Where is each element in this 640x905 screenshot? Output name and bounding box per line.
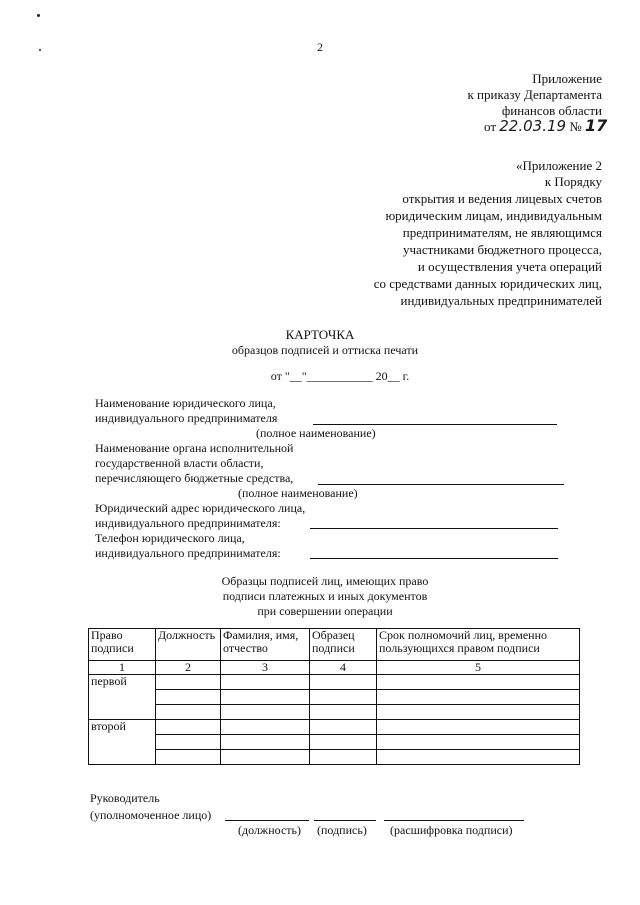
table-row: [89, 690, 580, 705]
table-cell: [377, 690, 580, 705]
table-cell: [221, 735, 310, 750]
field-authority-line: [318, 484, 564, 485]
table-cell: [377, 735, 580, 750]
appendix-line-1: Приложение: [532, 71, 602, 86]
field-address-label-1: Юридический адрес юридического лица,: [95, 501, 306, 515]
appendix2-line-7: и осуществления учета операций: [417, 259, 602, 274]
table-row: [89, 735, 580, 750]
field-address-label-2: индивидуального предпринимателя:: [95, 516, 281, 530]
samples-heading-1: Образцы подписей лиц, имеющих право: [221, 574, 429, 588]
handwritten-number: 17: [584, 116, 608, 135]
appendix-line-2: к приказу Департамента: [467, 87, 602, 102]
table-cell: [310, 720, 377, 735]
table-cell: [221, 675, 310, 690]
table-cell: [156, 690, 221, 705]
footer-caption-signature: (подпись): [317, 823, 367, 837]
footer-decoding-line: [384, 820, 524, 821]
header-cell: Фамилия, имя, отчество: [221, 629, 310, 661]
table-cell: [156, 705, 221, 720]
field-authority-caption: (полное наименование): [238, 486, 358, 500]
number-label: №: [569, 119, 582, 134]
field-authority-label-2: государственной власти области,: [95, 456, 264, 470]
field-phone-line: [310, 558, 558, 559]
field-phone-label-2: индивидуального предпринимателя:: [95, 546, 281, 560]
footer-authorized-label: (уполномоченное лицо): [90, 808, 212, 822]
scan-speck: [37, 14, 40, 17]
table-cell: [310, 705, 377, 720]
field-address-line: [310, 528, 558, 529]
footer-signature-line: [314, 820, 376, 821]
card-title: КАРТОЧКА: [285, 327, 355, 342]
field-legal-name-line: [313, 424, 557, 425]
field-authority-label-1: Наименование органа исполнительной: [95, 441, 294, 455]
table-cell: [377, 750, 580, 765]
card-subtitle: образцов подписей и оттиска печати: [231, 343, 419, 357]
samples-heading-2: подписи платежных и иных документов: [222, 589, 428, 603]
table-cell: [310, 735, 377, 750]
appendix2-line-2: к Порядку: [544, 174, 602, 189]
field-legal-name-caption: (полное наименование): [256, 426, 376, 440]
appendix-line-3: финансов области: [501, 103, 602, 118]
appendix-date-line: [484, 118, 607, 135]
table-row: [89, 750, 580, 765]
table-cell: [221, 690, 310, 705]
table-cell: [156, 675, 221, 690]
signature-table: [88, 628, 580, 765]
number-cell: 5: [377, 661, 580, 675]
table-cell: [310, 675, 377, 690]
card-date-line: от "__"___________ 20__ г.: [270, 369, 410, 383]
field-phone-label-1: Телефон юридического лица,: [95, 531, 245, 545]
table-cell: [310, 690, 377, 705]
header-cell: Должность: [156, 629, 221, 661]
header-cell: Право подписи: [89, 629, 156, 661]
row-label-first: первой: [89, 675, 156, 720]
page-number: 2: [317, 40, 323, 54]
field-authority-label-3: перечисляющего бюджетные средства,: [95, 471, 294, 485]
table-cell: [377, 675, 580, 690]
table-cell: [221, 750, 310, 765]
appendix2-line-6: участниками бюджетного процесса,: [403, 242, 602, 257]
appendix2-line-8: со средствами данных юридических лиц,: [373, 276, 602, 291]
table-cell: [377, 705, 580, 720]
appendix2-line-9: индивидуальных предпринимателей: [400, 293, 602, 308]
table-row: [89, 675, 580, 690]
table-header-row: [89, 629, 580, 661]
number-cell: 4: [310, 661, 377, 675]
appendix2-line-5: предпринимателям, не являющимся: [402, 225, 602, 240]
field-legal-name-label-1: Наименование юридического лица,: [95, 396, 276, 410]
row-label-second: второй: [89, 720, 156, 765]
number-cell: 2: [156, 661, 221, 675]
handwritten-date: 22.03.19: [499, 117, 567, 135]
number-cell: 3: [221, 661, 310, 675]
number-cell: 1: [89, 661, 156, 675]
footer-position-line: [225, 820, 309, 821]
header-cell: Образец подписи: [310, 629, 377, 661]
table-cell: [221, 720, 310, 735]
table-cell: [156, 750, 221, 765]
samples-heading-3: при совершении операции: [257, 604, 393, 618]
table-cell: [156, 735, 221, 750]
table-cell: [310, 750, 377, 765]
date-prefix: от: [484, 119, 497, 134]
table-number-row: [89, 661, 580, 675]
table-cell: [377, 720, 580, 735]
field-legal-name-label-2: индивидуального предпринимателя: [95, 411, 278, 425]
appendix2-line-3: открытия и ведения лицевых счетов: [402, 191, 602, 206]
scan-speck: [39, 49, 41, 51]
table-cell: [221, 705, 310, 720]
footer-caption-position: (должность): [238, 823, 301, 837]
table-row: [89, 705, 580, 720]
footer-head-label: Руководитель: [90, 791, 160, 805]
table-row: [89, 720, 580, 735]
appendix2-line-1: «Приложение 2: [515, 158, 602, 173]
appendix2-line-4: юридическим лицам, индивидуальным: [385, 208, 602, 223]
footer-caption-decoding: (расшифровка подписи): [390, 823, 513, 837]
header-cell: Срок полномочий лиц, временно пользующихся правом подписи: [377, 629, 580, 661]
table-cell: [156, 720, 221, 735]
